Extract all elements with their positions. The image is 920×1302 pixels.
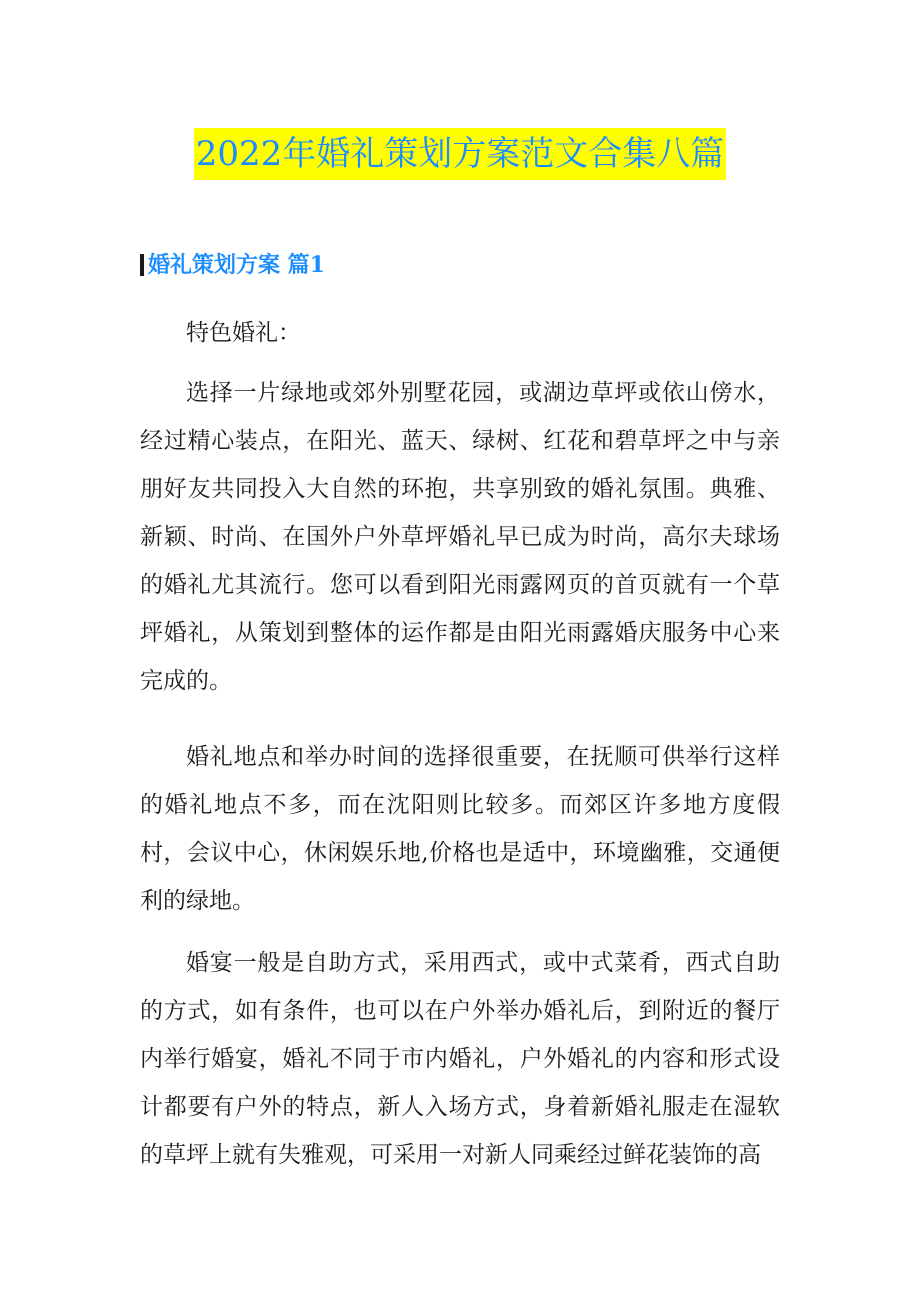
section-heading xyxy=(140,250,325,280)
paragraph-block-2 xyxy=(140,733,780,925)
paragraph-block-3 xyxy=(140,939,780,1179)
paragraph-label: 特色婚礼： xyxy=(186,320,301,346)
section-marker-bar xyxy=(140,254,144,276)
section-heading-text: 婚礼策划方案 篇1 xyxy=(148,252,325,278)
paragraph-block-label xyxy=(140,309,780,357)
paragraph-block-1 xyxy=(140,369,780,705)
paragraph-2: 婚礼地点和举办时间的选择很重要，在抚顺可供举行这样的婚礼地点不多，而在沈阳则比较多。而郊区许多地方度假村，会议中心，休闲娱乐地,价格也是适中，环境幽雅，交通便利的绿地。 xyxy=(140,744,780,914)
paragraph-1: 选择一片绿地或郊外别墅花园，或湖边草坪或依山傍水，经过精心装点，在阳光、蓝天、绿树、红花和碧草坪之中与亲朋好友共同投入大自然的环抱，共享别致的婚礼氛围。典雅、新颖、时尚、在国外户外草坪婚礼早已成为时尚，高尔夫球场的婚礼尤其流行。您可以看到阳光雨露网页的首页就有一个草坪婚礼，从策划到整体的运作都是由阳光雨露婚庆服务中心来完成的。 xyxy=(140,380,780,694)
title-container xyxy=(0,128,920,180)
paragraph-3: 婚宴一般是自助方式，采用西式，或中式菜肴，西式自助的方式，如有条件，也可以在户外举办婚礼后，到附近的餐厅内举行婚宴，婚礼不同于市内婚礼，户外婚礼的内容和形式设计都要有户外的特点，新人入场方式，身着新婚礼服走在湿软的草坪上就有失雅观，可采用一对新人同乘经过鲜花装饰的高 xyxy=(140,950,780,1168)
document-title: 2022年婚礼策划方案范文合集八篇 xyxy=(194,128,727,180)
